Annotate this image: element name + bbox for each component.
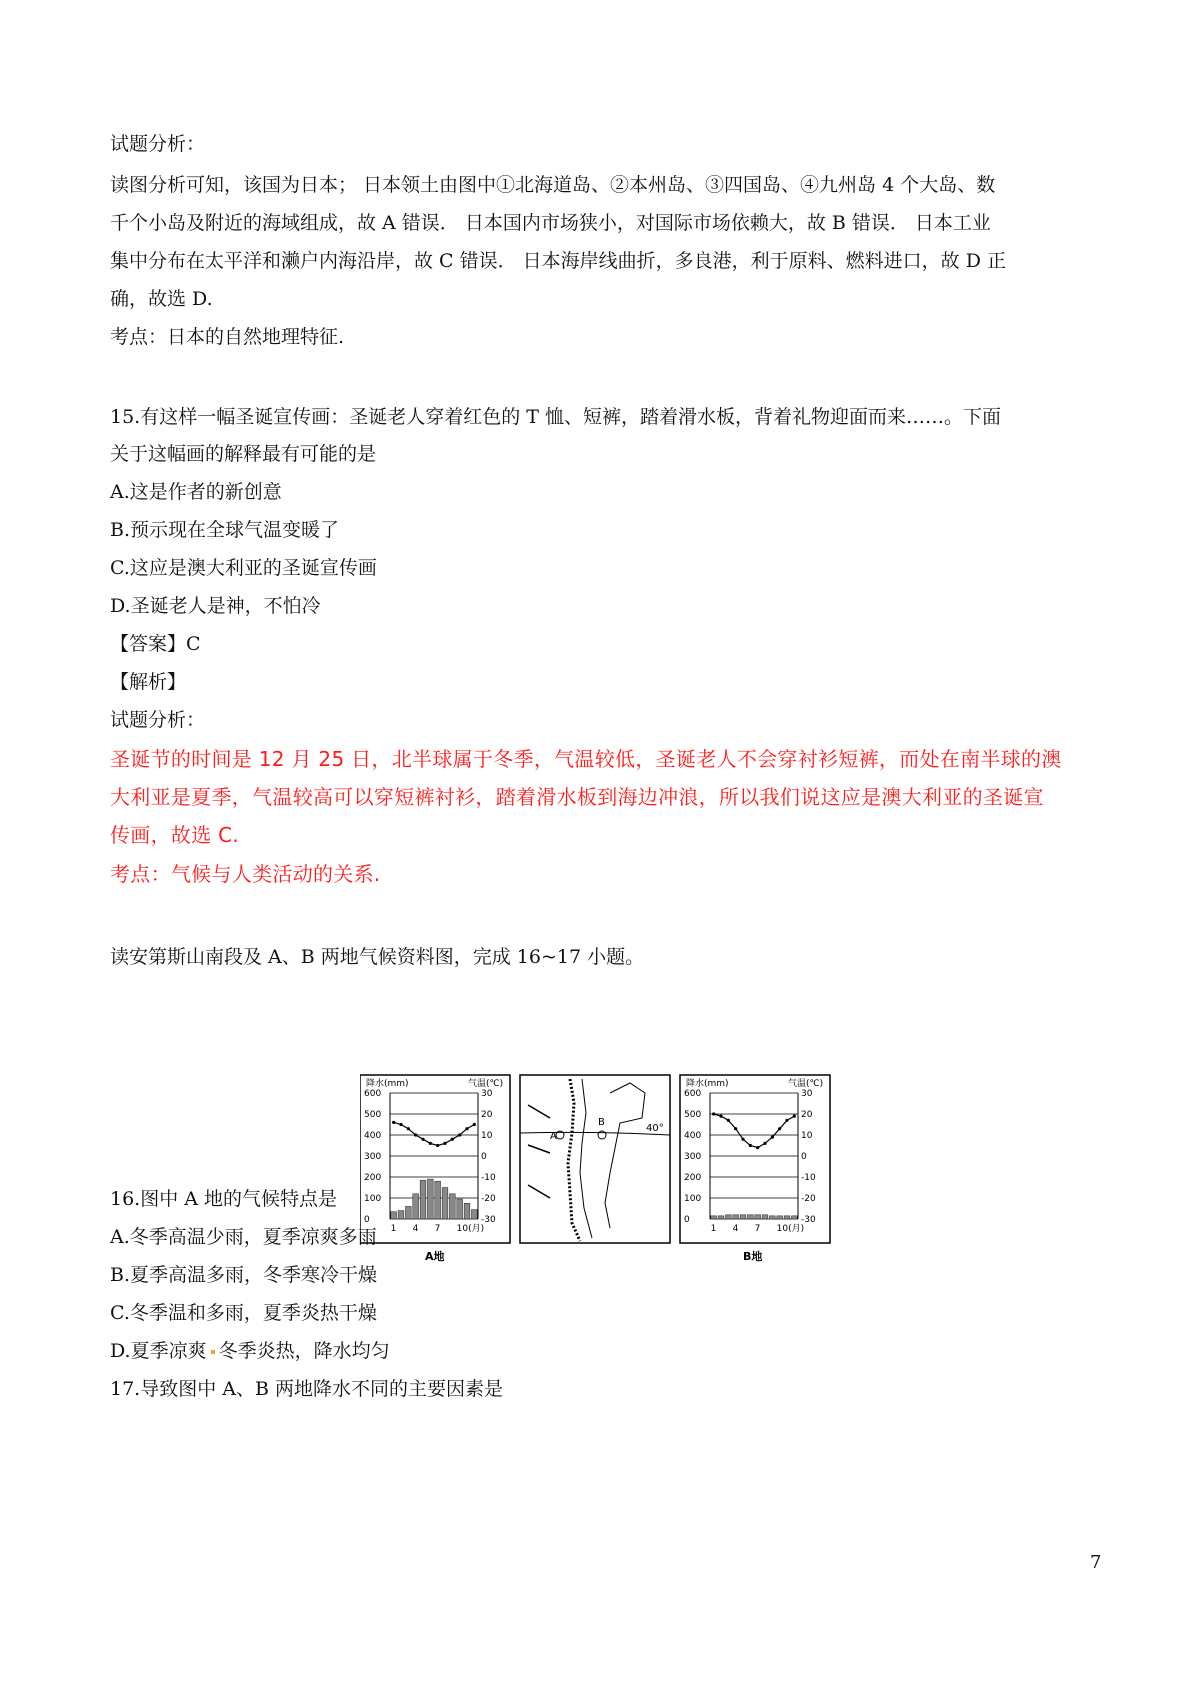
option-c: C.冬季温和多雨，夏季炎热干燥 [110, 1302, 377, 1324]
temp-point [778, 1127, 781, 1130]
temp-point [399, 1123, 402, 1126]
temp-tick: 30 [801, 1089, 813, 1099]
option-a: A.冬季高温少雨，夏季凉爽多雨 [110, 1226, 377, 1248]
explanation-line: 传画，故选 C. [110, 823, 240, 847]
temp-line [714, 1114, 795, 1148]
temp-tick: -10 [481, 1173, 496, 1183]
map-lat: 40° [646, 1123, 664, 1134]
option-d: D.圣诞老人是神，不怕冷 [110, 595, 321, 617]
precip-bar [471, 1210, 477, 1219]
precip-tick: 300 [684, 1152, 702, 1162]
precip-tick: 0 [364, 1215, 370, 1225]
temp-tick: -20 [481, 1194, 496, 1204]
month-tick: 4 [412, 1224, 419, 1234]
precip-bar [747, 1215, 753, 1219]
temp-point [727, 1119, 730, 1122]
option-b: B.夏季高温多雨，冬季寒冷干燥 [110, 1264, 378, 1286]
precip-tick: 100 [684, 1194, 702, 1204]
precip-tick: 600 [364, 1089, 382, 1099]
temp-point [392, 1121, 395, 1124]
temp-point [793, 1115, 796, 1118]
precip-bar [784, 1216, 790, 1219]
month-tick: 10(月) [776, 1224, 805, 1234]
temp-point [749, 1144, 752, 1147]
analysis-line: 集中分布在太平洋和濑户内海沿岸，故 C 错误． 日本海岸线曲折，多良港，利于原料、燃料进口，故 D 正 [110, 250, 1006, 272]
temp-tick: 10 [481, 1131, 493, 1141]
temp-point [429, 1142, 432, 1145]
precip-bar [769, 1216, 775, 1219]
page-number: 7 [1090, 1552, 1102, 1573]
temp-point [785, 1119, 788, 1122]
precip-tick: 300 [364, 1152, 382, 1162]
mark-dot [211, 1350, 215, 1354]
analysis-heading: 试题分析： [110, 709, 206, 731]
y-right-label: 气温(℃) [788, 1079, 824, 1089]
temp-point [414, 1133, 417, 1136]
precip-bar [405, 1206, 411, 1219]
precip-bar [755, 1215, 761, 1219]
question-15-stem: 15.有这样一幅圣诞宣传画：圣诞老人穿着红色的 T 恤、短裤，踏着滑水板，背着礼物迎面而来……。下面 [110, 406, 1001, 428]
analysis-heading: 试题分析： [110, 133, 206, 155]
analysis-line: 确，故选 D. [110, 288, 213, 310]
precip-bar [711, 1216, 717, 1219]
temp-point [473, 1123, 476, 1126]
option-a: A.这是作者的新创意 [110, 481, 282, 503]
precip-bar [442, 1188, 448, 1220]
analysis-line: 千个小岛及附近的海域组成，故 A 错误． 日本国内市场狭小，对国际市场依赖大，故 B 错误． 日本工业 [110, 212, 991, 234]
option-d-part1: D.夏季凉爽 [110, 1340, 207, 1362]
precip-bar [413, 1194, 419, 1219]
temp-tick: -20 [801, 1194, 816, 1204]
precip-bar [733, 1215, 739, 1219]
precip-tick: 0 [684, 1215, 690, 1225]
month-tick: 4 [732, 1224, 739, 1234]
precip-bar [457, 1199, 463, 1219]
option-d [110, 1338, 390, 1364]
month-tick: 1 [710, 1224, 717, 1234]
temp-point [719, 1115, 722, 1118]
precip-bar [449, 1194, 455, 1219]
map-label-a: A [550, 1131, 557, 1142]
y-right-label: 气温(℃) [468, 1079, 504, 1089]
temp-tick: 10 [801, 1131, 813, 1141]
temp-point [436, 1144, 439, 1147]
temp-tick: 20 [801, 1110, 813, 1120]
temp-point [741, 1138, 744, 1141]
chart-a-caption: A地 [425, 1250, 445, 1263]
precip-bar [725, 1215, 731, 1219]
andes-map [520, 1075, 670, 1243]
option-c: C.这应是澳大利亚的圣诞宣传画 [110, 557, 377, 579]
temp-point [451, 1138, 454, 1141]
y-left-label: 降水(mm) [686, 1079, 729, 1089]
explanation-line: 圣诞节的时间是 12 月 25 日，北半球属于冬季，气温较低，圣诞老人不会穿衬衫短裤，而处在南半球的澳 [110, 747, 1062, 771]
chart-b [680, 1075, 830, 1263]
kaodian: 考点：日本的自然地理特征. [110, 326, 345, 348]
precip-bar [391, 1212, 397, 1219]
map-label-b: B [598, 1117, 605, 1128]
precip-tick: 400 [364, 1131, 382, 1141]
precip-bar [777, 1216, 783, 1219]
precip-bar [740, 1215, 746, 1219]
temp-point [734, 1127, 737, 1130]
question-15-stem: 关于这幅画的解释最有可能的是 [110, 443, 377, 465]
temp-tick: -10 [801, 1173, 816, 1183]
precip-bar [435, 1181, 441, 1219]
question-16-stem: 16.图中 A 地的气候特点是 [110, 1188, 338, 1210]
temp-point [763, 1142, 766, 1145]
precip-bar [420, 1180, 426, 1219]
temp-tick: 0 [801, 1152, 807, 1162]
month-tick: 10(月) [456, 1224, 485, 1234]
precip-tick: 400 [684, 1131, 702, 1141]
precip-tick: 500 [684, 1110, 702, 1120]
precip-tick: 200 [364, 1173, 382, 1183]
temp-point [771, 1136, 774, 1139]
temp-tick: 20 [481, 1110, 493, 1120]
precip-bar [427, 1179, 433, 1219]
temp-point [756, 1146, 759, 1149]
temp-point [421, 1138, 424, 1141]
temp-line [394, 1122, 475, 1145]
chart-b-caption: B地 [743, 1250, 763, 1263]
temp-tick: -30 [801, 1215, 816, 1225]
temp-point [712, 1112, 715, 1115]
precip-tick: 200 [684, 1173, 702, 1183]
precip-tick: 100 [364, 1194, 382, 1204]
climate-figure [360, 1073, 860, 1269]
precip-bar [718, 1216, 724, 1219]
option-b: B.预示现在全球气温变暖了 [110, 519, 340, 541]
month-tick: 7 [434, 1224, 441, 1234]
temp-tick: 0 [481, 1152, 487, 1162]
precip-bar [464, 1203, 470, 1219]
temp-point [458, 1133, 461, 1136]
temp-point [465, 1127, 468, 1130]
y-left-label: 降水(mm) [366, 1079, 409, 1089]
chart-a [360, 1075, 510, 1263]
intro-16-17: 读安第斯山南段及 A、B 两地气候资料图，完成 16~17 小题。 [110, 946, 645, 968]
explanation-line: 大利亚是夏季，气温较高可以穿短裤衬衫，踏着滑水板到海边冲浪，所以我们说这应是澳大利亚的圣诞宣 [110, 785, 1044, 809]
precip-bar [398, 1211, 404, 1219]
temp-tick: -30 [481, 1215, 496, 1225]
temp-tick: 30 [481, 1089, 493, 1099]
question-17-stem: 17.导致图中 A、B 两地降水不同的主要因素是 [110, 1378, 503, 1400]
answer: 【答案】C [110, 633, 201, 655]
precip-tick: 600 [684, 1089, 702, 1099]
option-d-part2: 冬季炎热，降水均匀 [218, 1340, 390, 1362]
precip-tick: 500 [364, 1110, 382, 1120]
temp-point [443, 1142, 446, 1145]
month-tick: 1 [390, 1224, 397, 1234]
precip-bar [762, 1215, 768, 1219]
jiexi-label: 【解析】 [110, 671, 187, 693]
analysis-line: 读图分析可知，该国为日本； 日本领土由图中①北海道岛、②本州岛、③四国岛、④九州岛 4 个大岛、数 [110, 174, 996, 196]
precip-bar [791, 1216, 797, 1219]
month-tick: 7 [754, 1224, 761, 1234]
temp-point [407, 1127, 410, 1130]
kaodian: 考点：气候与人类活动的关系. [110, 862, 381, 886]
